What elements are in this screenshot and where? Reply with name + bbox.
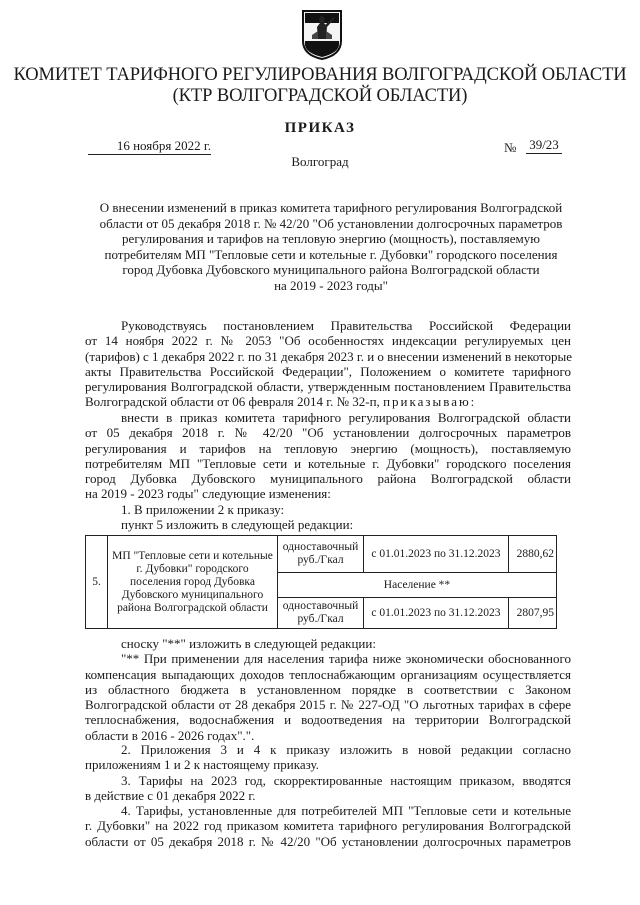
amendment-line: от 05 декабря 2018 г. № 42/20 "Об установлении долгосрочных параметров	[85, 425, 571, 441]
footnote-line: Волгоградской области от 28 декабря 2015 г. № 227-ОД "О льготных тарифах в сфере	[85, 697, 571, 713]
preamble-line: от 14 ноября 2022 г. № 2053 "Об особенностях индексации регулируемых цен	[85, 333, 571, 349]
table-cell-unit: одноставочный руб./Гкал	[278, 598, 364, 629]
subject-line: О внесении изменений в приказ комитета тарифного регулирования Волгоградской	[99, 200, 563, 215]
amendment-line: регулирования и тарифов на тепловую энергию (мощность), поставляемую	[85, 440, 571, 456]
tariff-table	[85, 535, 557, 629]
decree-word: приказываю:	[383, 394, 477, 410]
order-title: ПРИКАЗ	[284, 120, 356, 136]
amendment-paragraph	[85, 410, 571, 532]
subject-line: регулирования и тарифов на тепловую энергию (мощность), поставляемую	[122, 231, 540, 246]
preamble-line: регулирования Волгоградской области, утвержденным постановлением Правительства	[85, 379, 571, 395]
item-3-cont: в действие с 01 декабря 2022 г.	[85, 787, 256, 803]
table-row	[86, 536, 557, 573]
order-subject	[78, 200, 584, 293]
footnote-line: области в 2016 - 2026 годах".".	[85, 727, 255, 743]
item-1: 1. В приложении 2 к приказу:	[121, 501, 285, 517]
org-name: КОМИТЕТ ТАРИФНОГО РЕГУЛИРОВАНИЯ ВОЛГОГРАДСКОЙ ОБЛАСТИ	[13, 65, 627, 85]
table-cell-row-number: 5.	[86, 536, 108, 629]
amendment-line: на 2019 - 2023 годы" следующие изменения:	[85, 486, 331, 502]
subject-line: потребителям МП "Тепловые сети и котельные г. Дубовки" городского поселения	[104, 246, 558, 262]
order-date: 16 ноября 2022 г.	[88, 138, 211, 155]
footnote-line: компенсация выпадающих доходов теплоснабжающим организациям осуществляется	[85, 666, 571, 682]
preamble	[85, 318, 571, 410]
subject-line: город Дубовка Дубовского муниципального района Волгоградской области	[122, 262, 540, 277]
order-city: Волгоград	[291, 154, 349, 169]
item-2-cont: приложениям 1 и 2 к настоящему приказу.	[85, 757, 319, 773]
item-4-cont: области от 05 декабря 2018 г. № 42/20 "Об установлении долгосрочных параметров	[85, 833, 571, 849]
table-cell-period: с 01.01.2023 по 31.12.2023	[364, 598, 509, 629]
order-number: 39/23	[526, 137, 562, 154]
item-4: 4. Тарифы, установленные для потребителей МП "Тепловые сети и котельные	[121, 803, 571, 819]
preamble-line: Руководствуясь постановлением Правительства Российской Федерации	[121, 318, 571, 333]
table-cell-unit: одноставочный руб./Гкал	[278, 536, 364, 573]
table-cell-period: с 01.01.2023 по 31.12.2023	[364, 536, 509, 573]
preamble-line: (тарифов) с 1 декабря 2022 г. по 31 декабря 2023 г. и о внесении изменений в некоторые	[85, 348, 573, 364]
footnote-line: из областного бюджета в установленном порядке в соответствии с Законом	[85, 681, 571, 697]
volgograd-coat-of-arms-icon	[301, 9, 343, 60]
table-cell-population: Население **	[278, 573, 557, 598]
item-3: 3. Тарифы на 2023 год, скорректированные настоящим приказом, вводятся	[121, 772, 571, 788]
footnote-intro: сноску "**" изложить в следующей редакции:	[121, 636, 376, 651]
table-cell-organization: МП "Тепловые сети и котельные г. Дубовки" городского поселения город Дубовка Дубовского муниципального района Волгоградской области	[108, 536, 278, 629]
footnote-line: "** При применении для населения тарифа ниже экономически обоснованного	[121, 651, 571, 667]
preamble-line	[85, 394, 571, 409]
amendment-line: потребителям МП "Тепловые сети и котельные г. Дубовки" городского поселения	[85, 455, 571, 471]
org-short-name: (КТР ВОЛГОГРАДСКОЙ ОБЛАСТИ)	[172, 86, 468, 106]
subject-line: на 2019 - 2023 годы"	[274, 277, 388, 293]
order-number-sign: №	[504, 140, 517, 155]
preamble-line: акты Правительства Российской Федерации", Положением о комитете тарифного	[85, 363, 571, 379]
subject-line: области от 05 декабря 2018 г. № 42/20 "Об установлении долгосрочных параметров	[99, 215, 563, 231]
order-items	[85, 742, 571, 849]
table-cell-value: 2880,62	[509, 536, 557, 573]
footnote-section	[85, 636, 571, 743]
amendment-line: город Дубовка Дубовского муниципального района Волгоградской области	[85, 471, 571, 487]
amendment-line: внести в приказ комитета тарифного регулирования Волгоградской области	[121, 410, 571, 425]
item-1-sub: пункт 5 изложить в следующей редакции:	[121, 517, 354, 533]
table-cell-value: 2807,95	[509, 598, 557, 629]
item-4-cont: г. Дубовки" на 2022 год приказом комитета тарифного регулирования Волгоградской	[85, 818, 571, 834]
item-2: 2. Приложения 3 и 4 к приказу изложить в новой редакции согласно	[121, 742, 571, 757]
footnote-line: теплоснабжения, водоснабжения и водоотведения на территории Волгоградской	[85, 712, 571, 728]
preamble-last-text: Волгоградской области от 06 февраля 2014 г. № 32-п,	[85, 394, 384, 410]
